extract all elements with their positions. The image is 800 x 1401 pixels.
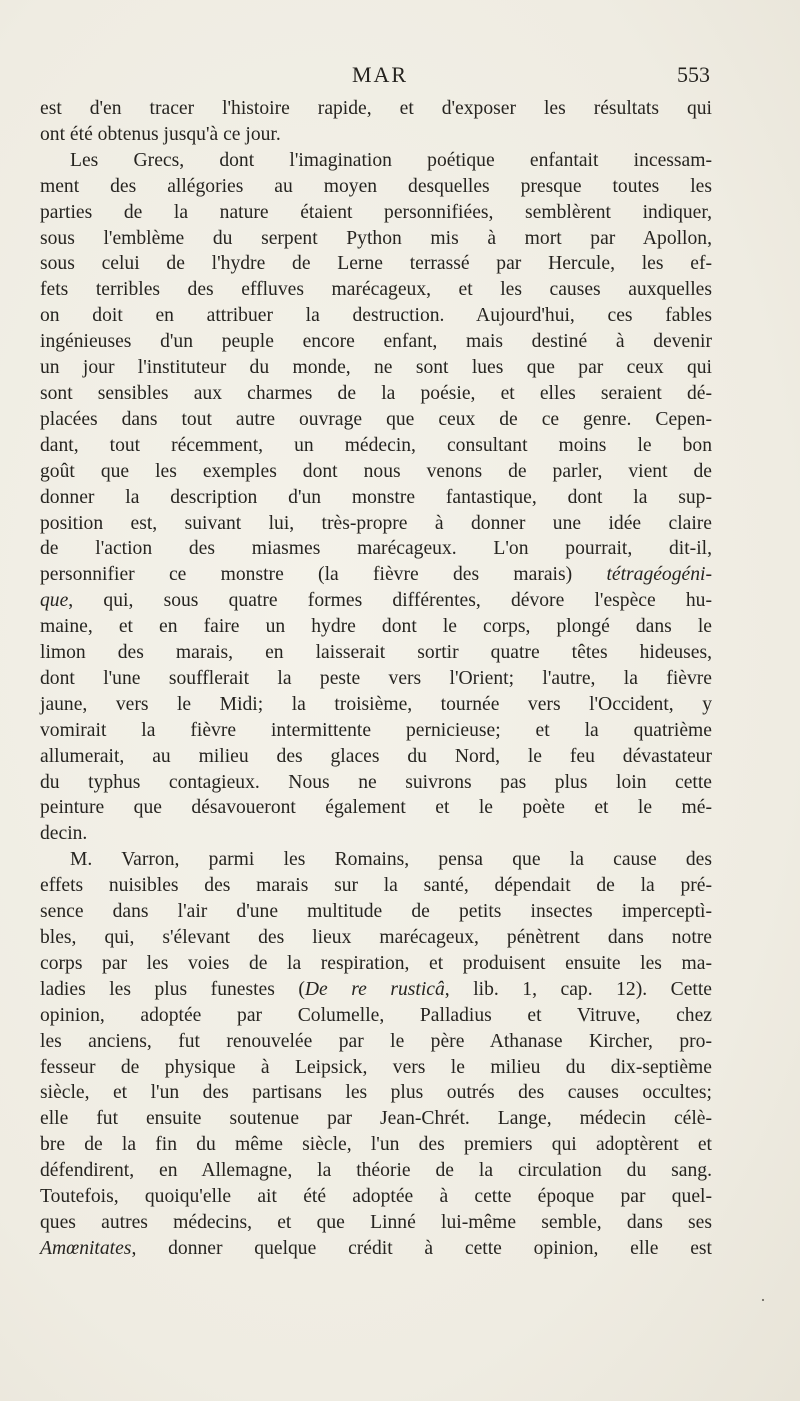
- text-line: maine, et en faire un hydre dont le corps, plongé dans le: [40, 616, 712, 638]
- text-line: dant, tout récemment, un médecin, consultant moins le bon: [40, 434, 712, 456]
- text-line: bles, qui, s'élevant des lieux marécageux, pénètrent dans notre: [40, 927, 712, 948]
- text-line: de l'action des miasmes marécageux. L'on pourrait, dit-il,: [40, 538, 712, 560]
- page-number: 553: [677, 62, 710, 87]
- text-line: parties de la nature étaient personnifiées, semblèrent indiquer,: [40, 201, 712, 223]
- text-line: sous l'emblème du serpent Python mis à mort par Apollon,: [40, 227, 712, 249]
- text-line: sence dans l'air d'une multitude de petits insectes imperceptì-: [40, 901, 712, 923]
- text-line: un jour l'instituteur du monde, ne sont lues que par ceux qui: [40, 357, 712, 379]
- text-line: on doit en attribuer la destruction. Aujourd'hui, ces fables: [40, 305, 712, 327]
- text-line: peinture que désavoueront également et le poète et le mé-: [40, 797, 712, 819]
- text-line: placées dans tout autre ouvrage que ceux de ce genre. Cepen-: [40, 408, 712, 430]
- text-line: est d'en tracer l'histoire rapide, et d'exposer les résultats qui: [40, 98, 712, 119]
- text-line: effets nuisibles des marais sur la santé, dépendait de la pré-: [40, 875, 712, 897]
- text-line: vomirait la fièvre intermittente pernicieuse; et la quatrième: [40, 719, 712, 741]
- text-line: opinion, adoptée par Columelle, Palladius et Vitruve, chez: [40, 1004, 712, 1026]
- text-line: sous celui de l'hydre de Lerne terrassé par Hercule, les ef-: [40, 253, 712, 275]
- text-line: M. Varron, parmi les Romains, pensa que la cause des: [70, 849, 712, 871]
- text-line-italic-que: que, qui, sous quatre formes différentes, dévore l'espèce hu-: [40, 590, 712, 612]
- text-line: donner la description d'un monstre fantastique, dont la sup-: [40, 486, 712, 508]
- text-line: sont sensibles aux charmes de la poésie, et elles seraient dé-: [40, 382, 712, 404]
- text-line-italic-amoen: Amœnitates, donner quelque crédit à cette opinion, elle est: [40, 1237, 712, 1259]
- text-line: défendirent, en Allemagne, la théorie de la circulation du sang.: [40, 1160, 712, 1182]
- text-line: elle fut ensuite soutenue par Jean-Chrét. Lange, médecin célè-: [40, 1108, 712, 1130]
- text-line: ment des allégories au moyen desquelles presque toutes les: [40, 175, 712, 197]
- text-line: bre de la fin du même siècle, l'un des premiers qui adoptèrent et: [40, 1134, 712, 1156]
- text-line: fesseur de physique à Leipsick, vers le milieu du dix-septième: [40, 1056, 712, 1078]
- text-line: jaune, vers le Midi; la troisième, tournée vers l'Occident, y: [40, 693, 712, 715]
- text-line: fets terribles des effluves marécageux, et les causes auxquelles: [40, 279, 712, 301]
- text-line: Toutefois, quoiqu'elle ait été adoptée à cette époque par quel-: [40, 1186, 712, 1208]
- text-line: position est, suivant lui, très-propre à donner une idée claire: [40, 512, 712, 534]
- text-line-italic-dere: ladies les plus funestes (De re rusticâ, lib. 1, cap. 12). Cette: [40, 978, 712, 1000]
- paragraph-continuation: [40, 96, 712, 148]
- paragraph-greeks: [40, 148, 712, 847]
- page-header: [40, 62, 720, 92]
- ink-speck: ·: [760, 1290, 766, 1310]
- text-line: ont été obtenus jusqu'à ce jour.: [40, 123, 281, 145]
- text-line: goût que les exemples dont nous venons de parler, vient de: [40, 460, 712, 482]
- text-line: les anciens, fut renouvelée par le père Athanase Kircher, pro-: [40, 1030, 712, 1052]
- italic-phrase: tétragéogéni-: [606, 564, 712, 586]
- text-line-italic-tetra: personnifier ce monstre (la fièvre des marais) tétragéogéni-: [40, 564, 712, 586]
- text-line: corps par les voies de la respiration, et produisent ensuite les ma-: [40, 952, 712, 974]
- text-line: allumerait, au milieu des glaces du Nord, le feu dévastateur: [40, 745, 712, 767]
- text-line: decin.: [40, 823, 88, 845]
- italic-phrase: Amœnitates: [40, 1237, 132, 1259]
- text-line: dont l'une soufflerait la peste vers l'Orient; l'autre, la fièvre: [40, 667, 712, 689]
- text-line: ques autres médecins, et que Linné lui-même semble, dans ses: [40, 1211, 712, 1233]
- italic-phrase: De re rusticâ: [304, 978, 445, 1000]
- text-line: ingénieuses d'un peuple encore enfant, mais destiné à devenir: [40, 331, 712, 353]
- text-line: du typhus contagieux. Nous ne suivrons pas plus loin cette: [40, 771, 712, 793]
- paragraph-varron: [40, 847, 712, 1262]
- italic-phrase: que: [40, 590, 69, 612]
- text-line: limon des marais, en laisserait sortir quatre têtes hideuses,: [40, 642, 712, 664]
- body-text: [40, 96, 712, 1262]
- text-line: siècle, et l'un des partisans les plus outrés des causes occultes;: [40, 1082, 712, 1104]
- running-head: MAR: [351, 62, 409, 87]
- text-line: Les Grecs, dont l'imagination poétique enfantait incessam-: [70, 149, 712, 171]
